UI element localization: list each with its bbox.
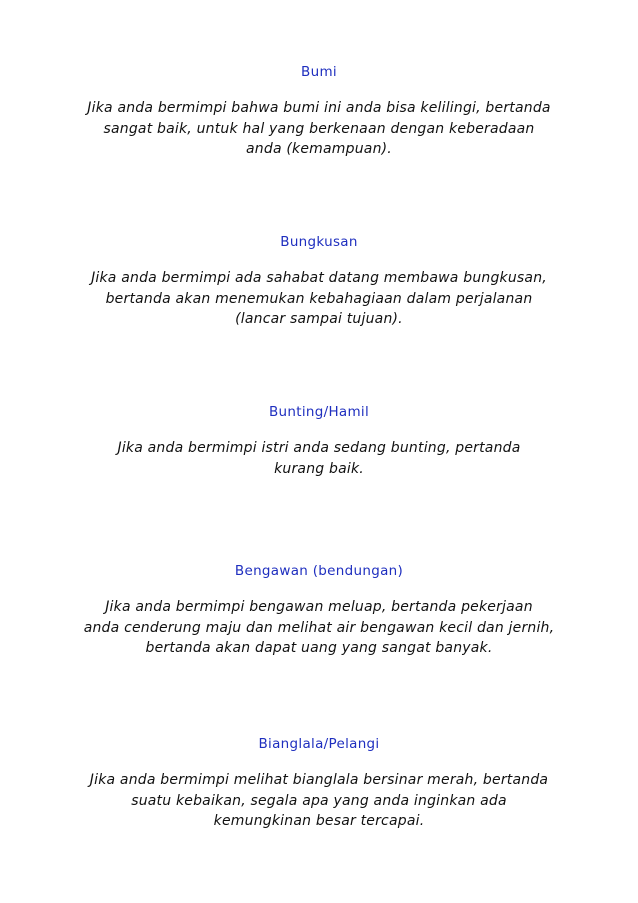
dream-entry-bumi xyxy=(50,63,588,160)
description-line: kurang baik. xyxy=(274,460,364,477)
entry-heading: Bianglala/Pelangi xyxy=(258,736,380,752)
description-line: Jika anda bermimpi istri anda sedang bunting, pertanda xyxy=(117,440,521,456)
description-line: Jika anda bermimpi bahwa bumi ini anda bisa kelilingi, bertanda xyxy=(87,100,551,116)
description-line: anda cenderung maju dan melihat air bengawan kecil dan jernih, xyxy=(83,619,555,636)
description-line: kemungkinan besar tercapai. xyxy=(213,813,425,829)
description-line: bertanda akan menemukan kebahagiaan dalam perjalanan xyxy=(105,290,533,307)
description-line: anda (kemampuan). xyxy=(246,141,392,157)
description-line: Jika anda bermimpi bengawan meluap, bertanda pekerjaan xyxy=(105,599,533,615)
description-line: Jika anda bermimpi melihat bianglala bersinar merah, bertanda xyxy=(89,772,549,788)
entry-description xyxy=(50,268,588,330)
dream-entry-bungkusan xyxy=(50,233,588,330)
description-line: (lancar sampai tujuan). xyxy=(235,311,403,327)
entry-description xyxy=(50,597,588,659)
entry-heading: Bumi xyxy=(301,64,337,80)
entry-heading: Bungkusan xyxy=(280,234,358,250)
entry-heading: Bunting/Hamil xyxy=(268,404,370,420)
description-line: sangat baik, untuk hal yang berkenaan dengan keberadaan xyxy=(103,120,535,137)
description-line: Jika anda bermimpi ada sahabat datang membawa bungkusan, xyxy=(91,270,547,286)
dream-entry-bianglala xyxy=(50,735,588,832)
dream-entry-bunting-hamil xyxy=(50,403,588,479)
entry-description xyxy=(50,98,588,160)
description-line: bertanda akan dapat uang yang sangat banyak. xyxy=(145,640,493,656)
entry-description xyxy=(50,770,588,832)
description-line: suatu kebaikan, segala apa yang anda inginkan ada xyxy=(131,792,507,809)
dream-entry-bengawan xyxy=(50,562,588,659)
entry-heading: Bengawan (bendungan) xyxy=(234,563,404,579)
entry-description xyxy=(50,438,588,479)
